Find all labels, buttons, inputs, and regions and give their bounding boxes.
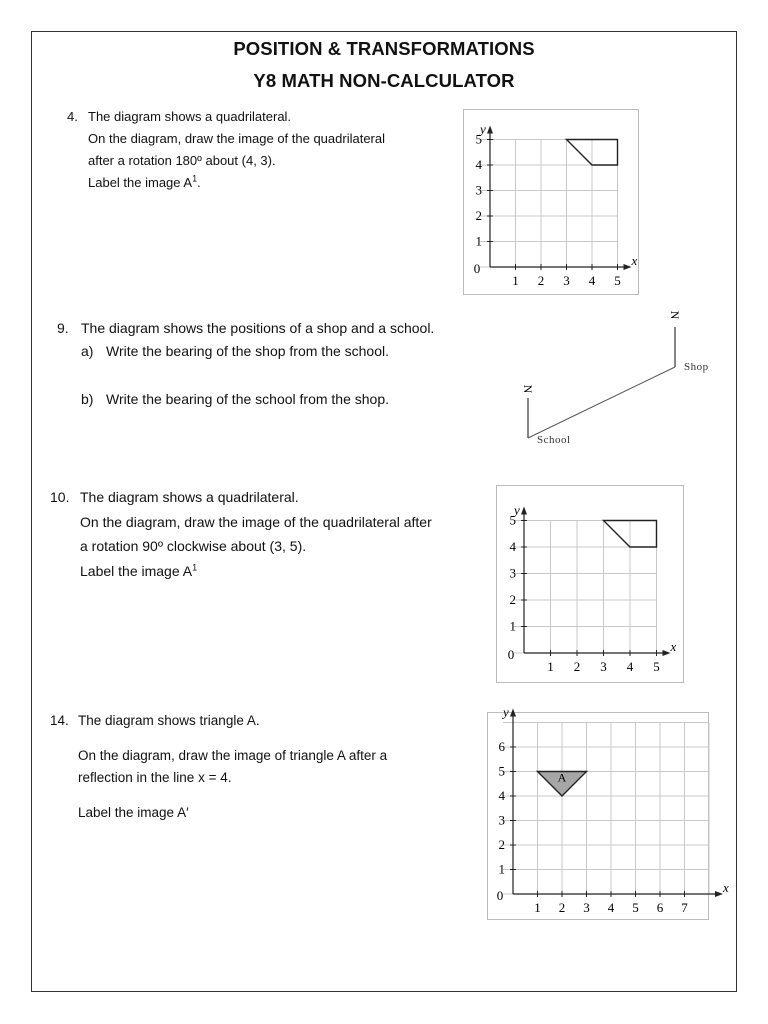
bearing-diagram <box>500 305 740 450</box>
grid-frame <box>488 713 709 920</box>
question-text-line: The diagram shows the positions of a shop and a school. <box>81 320 435 336</box>
question-4 <box>67 106 385 194</box>
question-number: 4. <box>67 109 78 124</box>
x-tick-label: 3 <box>600 659 607 674</box>
x-tick-label: 5 <box>653 659 660 674</box>
x-tick-label: 5 <box>614 273 621 288</box>
y-tick-label: 2 <box>475 208 482 223</box>
part-a-letter: a) <box>81 343 94 359</box>
question-14 <box>50 710 387 824</box>
x-tick-label: 1 <box>512 273 519 288</box>
school-shop-line <box>528 367 675 438</box>
question-text-line: after a rotation 180º about (4, 3). <box>88 153 276 168</box>
y-tick-label: 5 <box>475 131 482 147</box>
shop-label: Shop <box>684 361 709 373</box>
y-axis-label: y <box>514 502 520 518</box>
part-b-letter: b) <box>81 391 94 407</box>
question-number: 14. <box>50 713 69 728</box>
y-tick-label: 1 <box>475 233 482 249</box>
y-axis-label: y <box>480 121 486 137</box>
question-text-line: On the diagram, draw the image of the quadrilateral after <box>80 513 432 530</box>
y-tick-label: 4 <box>498 788 505 803</box>
y-tick-label: 4 <box>475 157 482 172</box>
part-b-text: Write the bearing of the school from the shop. <box>106 391 390 407</box>
question-text-line: Label the image $A^1$ <box>80 561 198 579</box>
coordinate-grid-q10 <box>496 485 684 688</box>
x-tick-label: 0 <box>473 261 481 276</box>
y-tick-label: 2 <box>509 592 516 607</box>
page-subtitle: Y8 MATH NON-CALCULATOR <box>253 70 515 91</box>
y-tick-label: 5 <box>509 512 516 528</box>
x-axis-label: x <box>670 639 677 654</box>
x-tick-label: 4 <box>626 659 634 674</box>
x-tick-label: 2 <box>573 659 581 674</box>
question-text-line: a rotation 90º clockwise about (3, 5). <box>80 538 307 554</box>
x-tick-label: 7 <box>681 900 688 915</box>
question-text-line: The diagram shows triangle A. <box>78 713 260 728</box>
x-tick-label: 0 <box>496 888 504 903</box>
question-text-line: Label the image A′ <box>78 805 189 820</box>
x-tick-label: 1 <box>547 659 554 674</box>
x-axis-label: x <box>631 253 638 268</box>
y-tick-label: 6 <box>498 739 505 754</box>
school-label: School <box>537 434 571 446</box>
y-tick-label: 3 <box>509 565 516 581</box>
page-title: POSITION & TRANSFORMATIONS <box>233 38 535 59</box>
y-tick-label: 3 <box>498 812 505 828</box>
question-number: 10. <box>50 489 70 505</box>
y-tick-label: 1 <box>509 618 516 634</box>
x-tick-label: 2 <box>537 273 545 288</box>
x-tick-label: 3 <box>563 273 570 288</box>
question-text-line: The diagram shows a quadrilateral. <box>88 109 292 124</box>
coordinate-grid-q4 <box>463 109 639 300</box>
school-north-label: N <box>521 384 535 394</box>
x-tick-label: 2 <box>558 900 566 915</box>
y-tick-label: 4 <box>509 539 516 554</box>
y-axis-label: y <box>503 704 509 720</box>
question-text-line: Label the image $A^1$. <box>88 173 201 190</box>
question-text-line: The diagram shows a quadrilateral. <box>80 489 299 505</box>
shop-north-label: N <box>668 310 682 320</box>
x-tick-label: 1 <box>534 900 541 915</box>
question-text-line: reflection in the line x = 4. <box>78 770 232 785</box>
question-10 <box>50 485 432 583</box>
x-axis-label: x <box>723 880 729 895</box>
y-tick-label: 2 <box>498 837 505 852</box>
question-number: 9. <box>57 320 69 336</box>
x-tick-label: 4 <box>588 273 596 288</box>
question-9 <box>57 317 434 339</box>
x-tick-label: 4 <box>607 900 615 915</box>
question-text-line: On the diagram, draw the image of the quadrilateral <box>88 131 386 146</box>
coordinate-grid-q14 <box>487 704 729 925</box>
part-a-text: Write the bearing of the shop from the school. <box>106 343 390 359</box>
x-tick-label: 3 <box>583 900 590 915</box>
y-tick-label: 1 <box>498 861 505 877</box>
x-tick-label: 5 <box>632 900 639 915</box>
x-tick-label: 6 <box>656 900 664 915</box>
y-tick-label: 5 <box>498 763 505 779</box>
triangle-label: A <box>557 770 567 785</box>
question-text-line: On the diagram, draw the image of triangle A after a <box>78 748 388 763</box>
y-tick-label: 3 <box>475 182 482 198</box>
x-tick-label: 0 <box>507 647 515 662</box>
